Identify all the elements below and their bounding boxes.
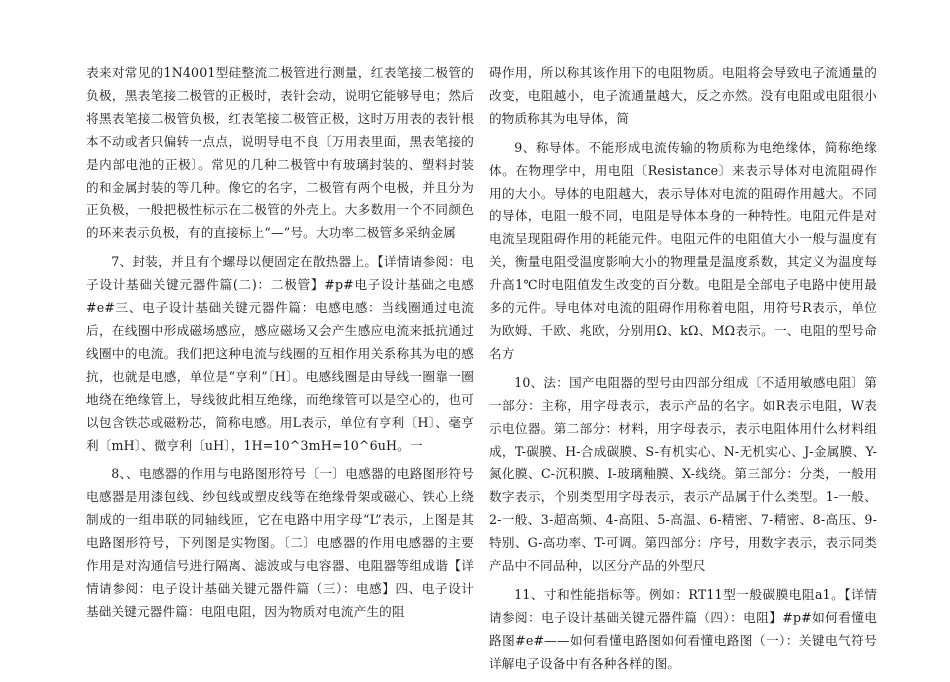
right-column (489, 62, 877, 682)
paragraph-7-inductor: 7、封装，并且有个螺母以便固定在散热器上。【详情请参阅：电子设计基础关键元器件篇(二)：二极管】#p#电子设计基础之电感#e#三、电子设计基础关键元器件篇：电感电感：当线圈通过电流后，在线圈中形成磁场感应，感应磁场又会产生感应电流来抵抗通过线圈中的电流。我们把这种电流与线圈的互相作用关系称其为电的感抗，也就是电感，单位是“亨利”〔H〕。电感线圈是由导线一圈靠一圈地绕在绝缘管上，导线彼此相互绝缘，而绝缘管可以是空心的，也可以包含铁芯或磁粉芯，简称电感。用L表示，单位有亨利〔H〕、毫亨利〔mH〕、微亨利〔uH〕，1H=10^3mH=10^6uH。一 (86, 254, 474, 453)
left-column (86, 62, 474, 630)
paragraph-8-inductor-symbol: 8、、电感器的作用与电路图形符号〔一〕电感器的电路图形符号电感器是用漆包线、纱包线或塑皮线等在绝缘骨架或磁心、铁心上绕制成的一组串联的同轴线匝，它在电路中用字母“L”表示，上图是其电路图形符号，下列图是实物图。〔二〕电感器的作用电感器的主要作用是对沟通信号进行隔离、滤波或与电容器、电阻器等组成谐【详情请参阅：电子设计基础关键元器件篇（三）：电感】四、电子设计基础关键元器件篇：电阻电阻，因为物质对电流产生的阻 (86, 466, 474, 619)
paragraph-9-conductor: 9、称导体。不能形成电流传输的物质称为电绝缘体，简称绝缘体。在物理学中，用电阻〔Resistance〕来表示导体对电流阻碍作用的大小。导体的电阻越大，表示导体对电流的阻碍作用越大。不同的导体，电阻一般不同，电阻是导体本身的一种特性。电阻元件是对电流呈现阻碍作用的耗能元件。电阻元件的电阻值大小一般与温度有关，衡量电阻受温度影响大小的物理量是温度系数，其定义为温度每升高1℃时电阻值发生改变的百分数。电阻是全部电子电路中使用最多的元件。导电体对电流的阻碍作用称着电阻，用符号R表示，单位为欧姆、千欧、兆欧，分别用Ω、kΩ、MΩ表示。一、电阻的型号命名方 (489, 139, 877, 361)
paragraph-11-size-specs: 11、寸和性能指标等。例如：RT11型一般碳膜电阻a1。【详情请参阅：电子设计基础关键元器件篇（四）：电阻】#p#如何看懂电路图#e#——如何看懂电路图如何看懂电路图（一）：关键电气符号详解电子设备中有各种各样的图。 (489, 586, 877, 671)
paragraph-resistance-intro: 碍作用，所以称其该作用下的电阻物质。电阻将会导致电子流通量的改变，电阻越小，电子流通量越大，反之亦然。没有电阻或电阻很小的物质称其为电导体，简 (489, 65, 877, 126)
paragraph-10-model-naming: 10、法：国产电阻器的型号由四部分组成〔不适用敏感电阻〕第一部分：主称，用字母表示，表示产品的名字。如R表示电阻，W表示电位器。第二部分：材料，用字母表示，表示电阻体用什么材料组成，T-碳膜、H-合成碳膜、S-有机实心、N-无机实心、J-金属膜、Y-氮化膜、C-沉积膜、I-玻璃釉膜、X-线绕。第三部分：分类，一般用数字表示，个别类型用字母表示，表示产品属于什么类型。1-一般、2-一般、3-超高频、4-高阻、5-高温、6-精密、7-精密、8-高压、9-特别、G-高功率、T-可调。第四部分：序号，用数字表示，表示同类产品中不同品种，以区分产品的外型尺 (489, 374, 877, 574)
paragraph-diode-test: 表来对常见的1N4001型硅整流二极管进行测量，红表笔接二极管的负极，黑表笔接二极管的正极时，表针会动，说明它能够导电；然后将黑表笔接二极管负极，红表笔接二极管正极，这时万用表的表针根本不动或者只偏转一点点，说明导电不良〔万用表里面，黑表笔接的是内部电池的正极〕。常见的几种二极管中有玻璃封装的、塑料封装的和金属封装的等几种。像它的名字，二极管有两个电极，并且分为正负极，一般把极性标示在二极管的外壳上。大多数用一个不同颜色的环来表示负极，有的直接标上“—”号。大功率二极管多采纳金属 (86, 65, 474, 241)
